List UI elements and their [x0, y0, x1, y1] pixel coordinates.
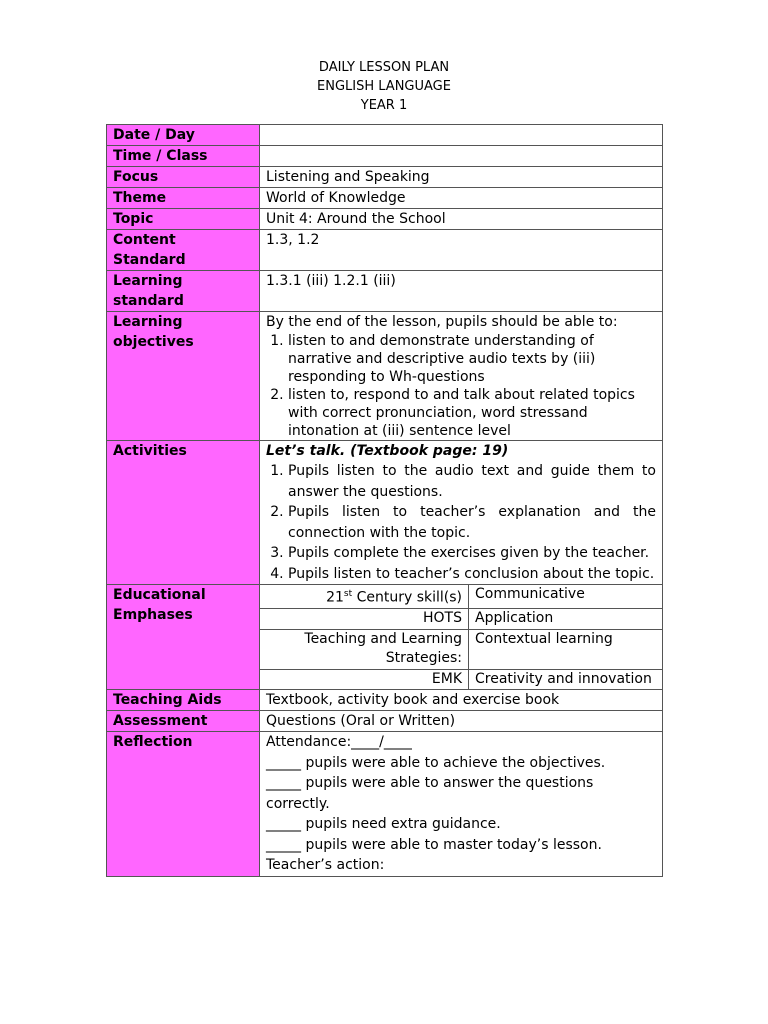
teaching-aids-label: Teaching Aids — [107, 690, 260, 711]
row-focus — [107, 167, 663, 188]
activities-list — [266, 461, 656, 584]
activity-item: 4. Pupils listen to teacher’s conclusion about the topic. — [288, 564, 656, 585]
theme-label: Theme — [107, 188, 260, 209]
learning-objectives-value — [260, 312, 663, 441]
emphasis-row — [260, 629, 662, 669]
reflection-line: Teacher’s action: — [266, 857, 385, 874]
learning-objectives-label-line1: Learning — [113, 314, 183, 330]
learning-standard-label-line2: standard — [113, 293, 184, 309]
row-learning-standard — [107, 271, 663, 312]
learning-standard-value: 1.3.1 (iii) 1.2.1 (iii) — [260, 271, 663, 312]
skill-value: Communicative — [469, 585, 663, 609]
activity-item: 1. Pupils listen to the audio text and guide them to answer the questions. — [288, 461, 656, 502]
assessment-value: Questions (Oral or Written) — [260, 711, 663, 732]
reflection-line: _____ pupils were able to achieve the objectives. — [266, 754, 606, 771]
emphasis-row — [260, 609, 662, 630]
row-learning-objectives — [107, 312, 663, 441]
objective-item: 1. listen to and demonstrate understanding of narrative and descriptive audio texts by (iii) responding to Wh-questions — [288, 332, 656, 386]
reflection-line: _____ pupils were able to answer the questions correctly. — [266, 775, 594, 812]
date-day-value — [260, 125, 663, 146]
activity-item: 3. Pupils complete the exercises given by the teacher. — [288, 543, 656, 564]
doc-title: DAILY LESSON PLAN — [318, 60, 450, 75]
row-activities — [107, 441, 663, 585]
reflection-line: _____ pupils were able to master today’s lesson. — [266, 836, 602, 853]
reflection-line: Attendance:____/____ — [266, 734, 412, 751]
emk-label: EMK — [260, 669, 469, 689]
content-standard-label-line1: Content — [113, 232, 176, 248]
doc-subject: ENGLISH LANGUAGE — [317, 79, 451, 94]
skill-sup: st — [343, 589, 353, 599]
focus-label: Focus — [107, 167, 260, 188]
row-date-day — [107, 125, 663, 146]
theme-value: World of Knowledge — [260, 188, 663, 209]
activity-item: 2. Pupils listen to teacher’s explanation and the connection with the topic. — [288, 502, 656, 543]
content-standard-value: 1.3, 1.2 — [260, 230, 663, 271]
educational-emphases-label-line1: Educational — [113, 587, 206, 603]
time-class-label: Time / Class — [107, 146, 260, 167]
date-day-label: Date / Day — [107, 125, 260, 146]
document-header — [0, 58, 768, 115]
objectives-list — [266, 332, 656, 440]
emphases-table — [260, 585, 662, 689]
emphasis-row — [260, 669, 662, 689]
skill-num: 21 — [326, 589, 344, 606]
row-time-class — [107, 146, 663, 167]
row-theme — [107, 188, 663, 209]
activities-value — [260, 441, 663, 585]
hots-value: Application — [469, 609, 663, 630]
tls-label: Teaching and Learning Strategies: — [260, 629, 469, 669]
teaching-aids-value: Textbook, activity book and exercise book — [260, 690, 663, 711]
objective-item: 2. listen to, respond to and talk about related topics with correct pronunciation, word stressand intonation at (iii) sentence level — [288, 386, 656, 440]
topic-value: Unit 4: Around the School — [260, 209, 663, 230]
row-teaching-aids — [107, 690, 663, 711]
skill-label — [260, 585, 469, 609]
lesson-plan-table — [106, 124, 663, 877]
content-standard-label-line2: Standard — [113, 252, 186, 268]
emk-value: Creativity and innovation — [469, 669, 663, 689]
educational-emphases-label-line2: Emphases — [113, 607, 193, 623]
educational-emphases-label — [107, 585, 260, 690]
reflection-label: Reflection — [107, 732, 260, 877]
hots-label: HOTS — [260, 609, 469, 630]
educational-emphases-value — [260, 585, 663, 690]
time-class-value — [260, 146, 663, 167]
emphasis-row — [260, 585, 662, 609]
row-educational-emphases — [107, 585, 663, 690]
focus-value: Listening and Speaking — [260, 167, 663, 188]
learning-objectives-label — [107, 312, 260, 441]
content-standard-label — [107, 230, 260, 271]
learning-objectives-label-line2: objectives — [113, 334, 194, 350]
skill-rest: Century skill(s) — [352, 589, 462, 606]
row-topic — [107, 209, 663, 230]
reflection-value — [260, 732, 663, 877]
row-assessment — [107, 711, 663, 732]
learning-standard-label — [107, 271, 260, 312]
learning-standard-label-line1: Learning — [113, 273, 183, 289]
doc-year: YEAR 1 — [360, 98, 408, 113]
row-content-standard — [107, 230, 663, 271]
activities-heading: Let’s talk. (Textbook page: 19) — [266, 443, 509, 459]
reflection-line: _____ pupils need extra guidance. — [266, 816, 501, 833]
assessment-label: Assessment — [107, 711, 260, 732]
row-reflection — [107, 732, 663, 877]
topic-label: Topic — [107, 209, 260, 230]
activities-label: Activities — [107, 441, 260, 585]
objectives-intro: By the end of the lesson, pupils should be able to: — [266, 314, 618, 330]
tls-value: Contextual learning — [469, 629, 663, 669]
